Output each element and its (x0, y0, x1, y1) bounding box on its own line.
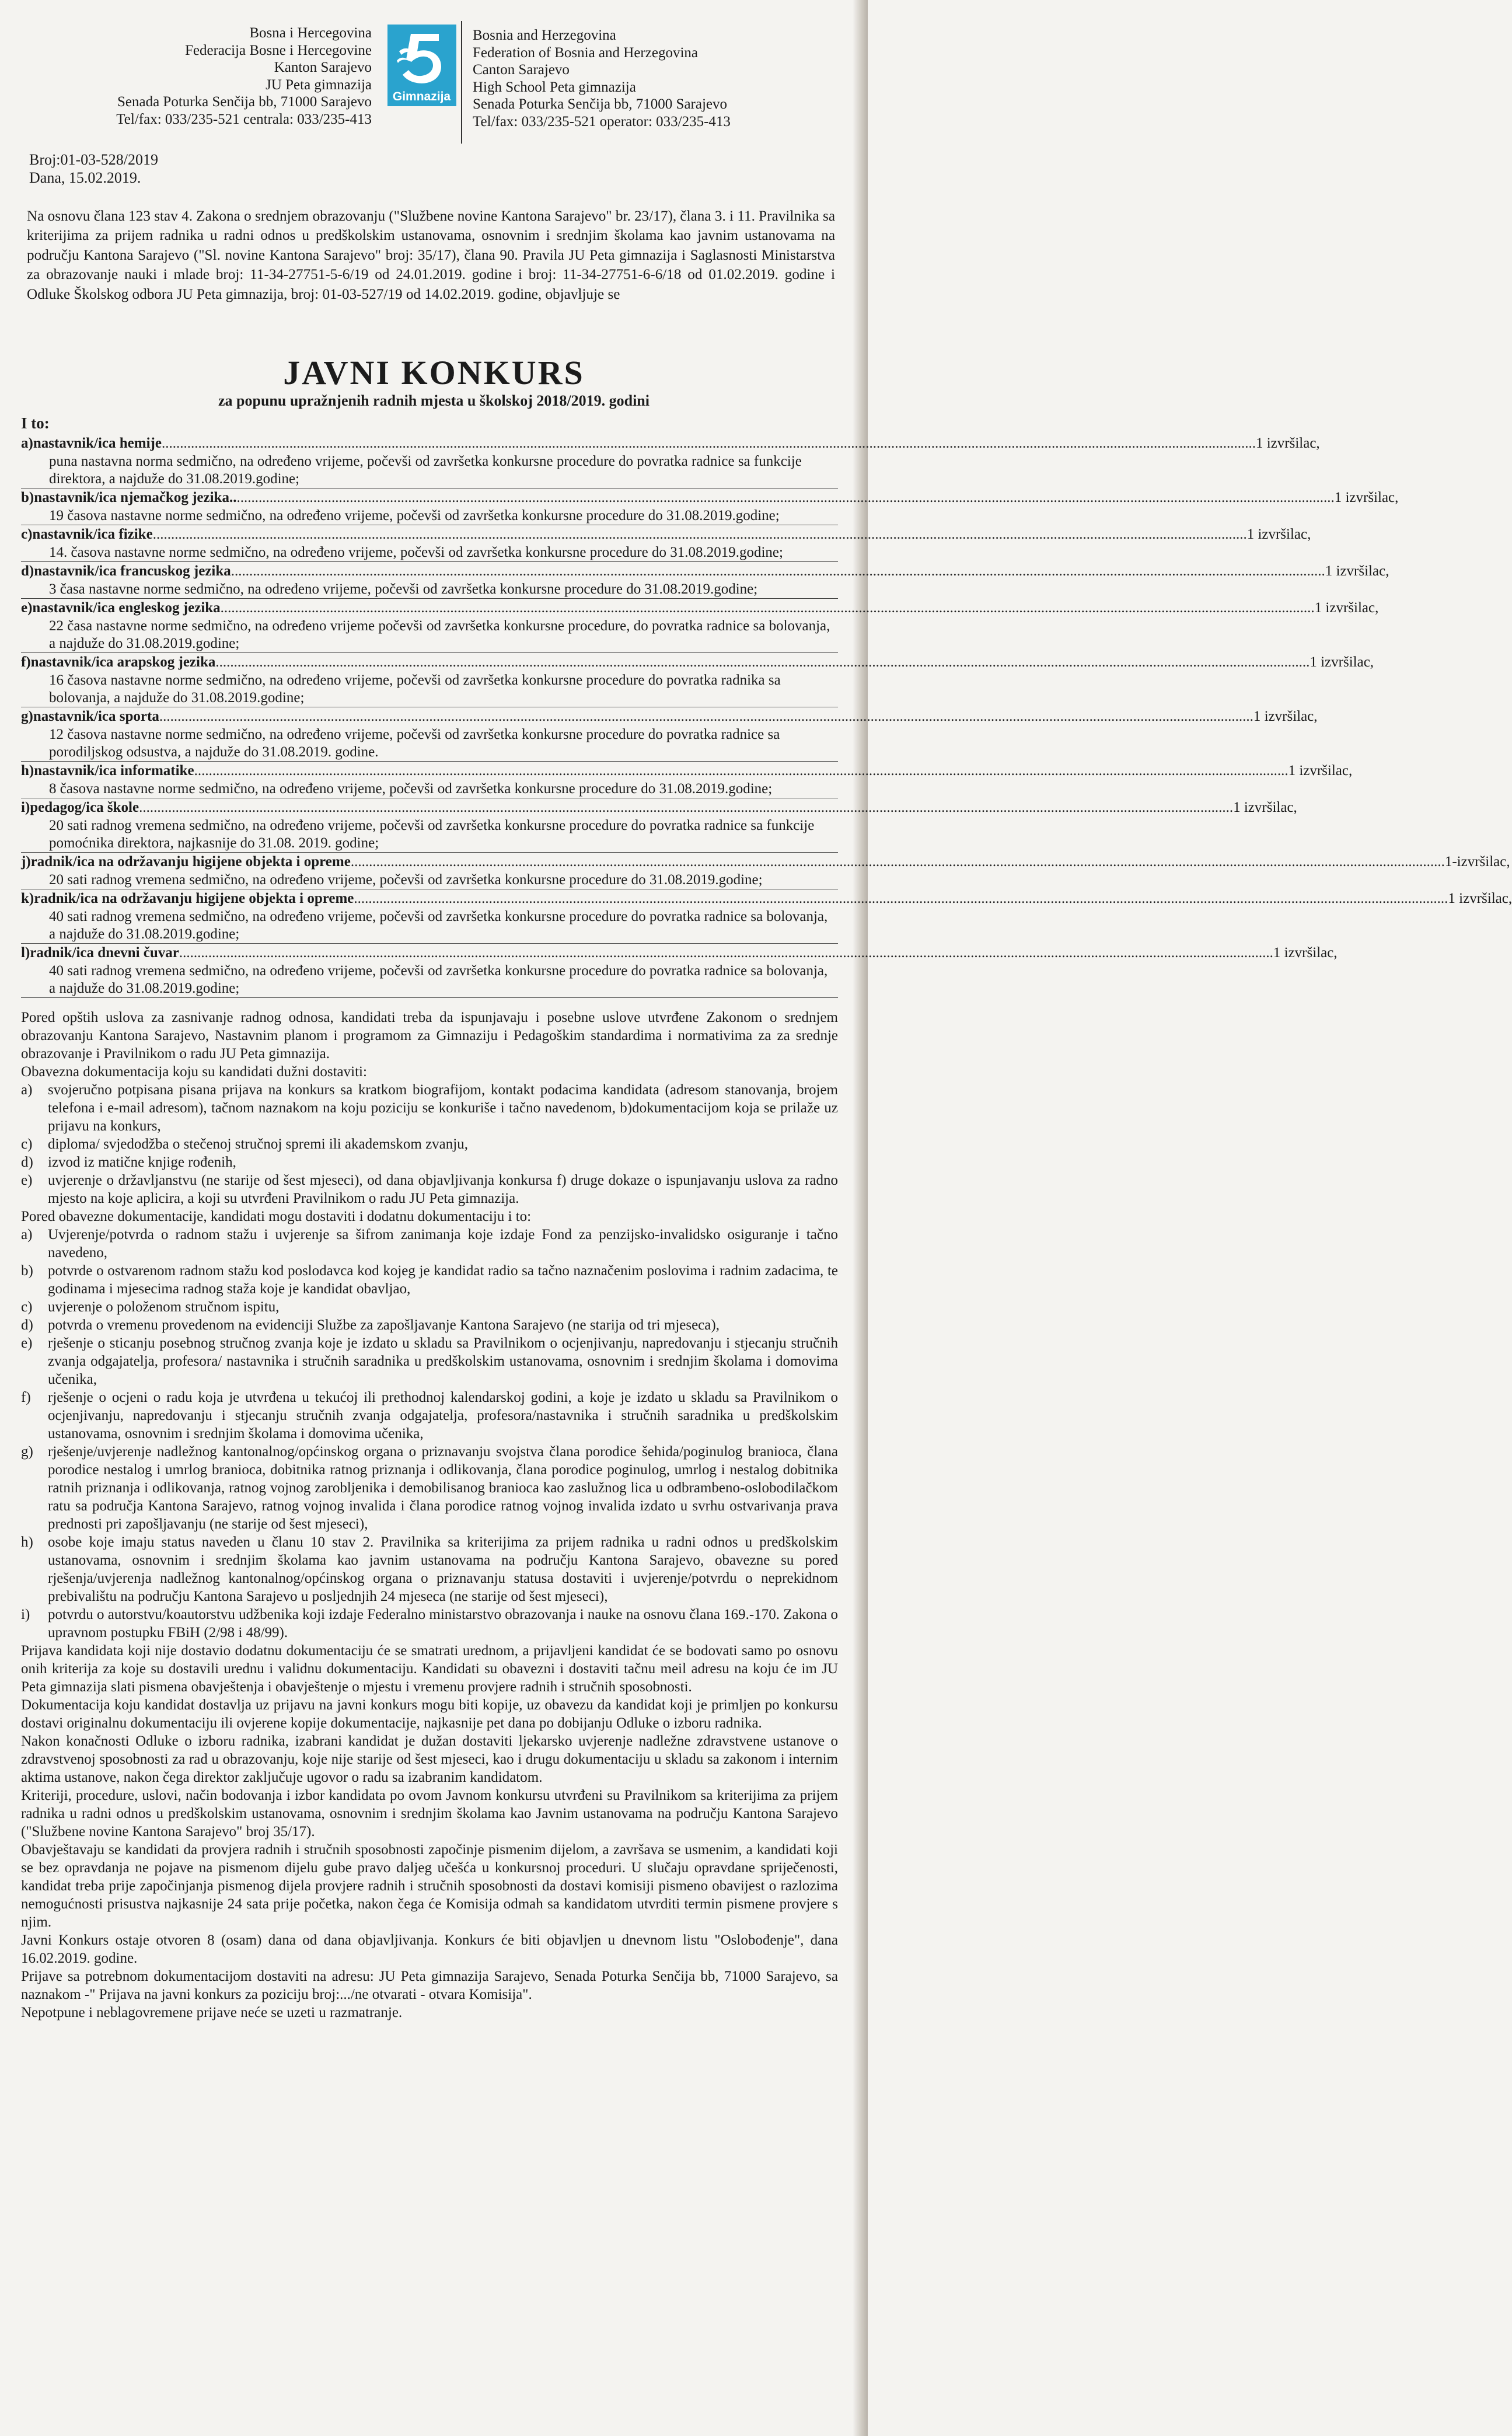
position-description: puna nastavna norma sedmično, na određeno vrijeme, počevši od završetka konkursne procedure do povratka radnice sa funkcije direktora, a najduže do 31.08.2019.godine; (49, 453, 802, 487)
list-item-text: svojeručno potpisana pisana prijava na konkurs sa kratkom biografijom, kontakt podacima kandidata (adresom stanovanja, brojem telefona i e-mail adresom), tačnom naznakom na koju poziciju se konkuriše i tačno navedenom, b)dokumentacijom koja se prilaže uz prijavu na konkurs, (48, 1082, 838, 1134)
logo-box (387, 25, 456, 106)
position-item (21, 488, 1399, 525)
position-header (21, 488, 1399, 507)
list-item-letter: i) (21, 1607, 30, 1622)
position-title: nastavnik/ica njemačkog jezika.. (34, 490, 237, 505)
position-count: 1 izvršilac, (1246, 526, 1311, 542)
document-list-item (21, 1171, 838, 1207)
list-intro: I to: (21, 414, 50, 432)
position-description: 12 časova nastavne norme sedmično, na određeno vrijeme, počevši od završetka konkursne procedure do povratka radnice sa porodiljskog odsustva, a najduže do 31.08.2019. godine. (49, 727, 780, 760)
list-item-text: diploma/ svjedodžba o stečenoj stručnoj spremi ili akademskom zvanju, (48, 1136, 468, 1152)
position-letter: g) (21, 709, 33, 724)
optional-docs-list (21, 1226, 838, 1642)
position-title: nastavnik/ica informatike (34, 763, 194, 779)
leader-dots: ............................................................................................................................................................................................................................................................................................................ (179, 945, 1273, 961)
position-count: 1 izvršilac, (1255, 435, 1320, 451)
general-conditions-paragraph: Pored opštih uslova za zasnivanje radnog odnosa, kandidati treba da ispunjavaju i posebne uslove utvrđene Zakonom o srednjem obrazovanju Kantona Sarajevo, Nastavnim planom i programom za Gimnaziju i Pedagoškim standardima i normativima za za srednje obrazovanje i Pravilnikom o radu JU Peta gimnazija. (21, 1010, 838, 1062)
position-title: radnik/ica na održavanju higijene objekta i opreme (30, 854, 351, 870)
document-list-item (21, 1334, 838, 1388)
letterhead-left-line: JU Peta gimnazija (266, 76, 372, 93)
position-letter: h) (21, 763, 34, 779)
page-subtitle: za popunu upražnjenih radnih mjesta u školskoj 2018/2019. godini (218, 392, 650, 409)
document-list-item (21, 1606, 838, 1642)
closing-paragraph: Kriteriji, procedure, uslovi, način bodovanja i izbor kandidata po ovom Javnom konkursu utvrđeni su Pravilnikom sa kriterijima za prijem radnika u radni odnos u predškolskim ustanovama, osnovnim i srednjim školama kao Javnim ustanovama na području Kantona Sarajevo ("Službene novine Kantona Sarajevo" broj 35/17). (21, 1788, 838, 1840)
letterhead-left-line: Senada Poturka Senčija bb, 71000 Sarajevo (117, 94, 372, 110)
position-description: 16 časova nastavne norme sedmično, na određeno vrijeme, počevši od završetka konkursne procedure do povratka radnika sa bolovanja, a najduže do 31.08.2019.godine; (49, 672, 781, 706)
page-title: JAVNI KONKURS (283, 354, 585, 392)
position-count: 1 izvršilac, (1310, 654, 1374, 670)
leader-dots: ............................................................................................................................................................................................................................................................................................................ (152, 526, 1247, 542)
document-list-item (21, 1226, 838, 1262)
position-letter: d) (21, 563, 34, 579)
position-item (21, 762, 1353, 798)
position-item (21, 944, 1338, 998)
list-item-text: potvrda o vremenu provedenom na evidenciji Službe za zapošljavanje Kantona Sarajevo (ne starija od tri mjeseca), (48, 1317, 720, 1333)
list-item-letter: a) (21, 1082, 33, 1098)
position-item (21, 599, 1379, 653)
letterhead (23, 7, 834, 141)
list-item-letter: b) (21, 1263, 33, 1279)
list-item-letter: d) (21, 1154, 33, 1170)
letterhead-left-line: Tel/fax: 033/235-521 centrala: 033/235-413 (116, 111, 372, 127)
logo-text: Gimnazija (392, 90, 451, 103)
position-title: nastavnik/ica engleskog jezika (32, 600, 221, 616)
leader-dots: ............................................................................................................................................................................................................................................................................................................ (139, 800, 1234, 815)
position-header (21, 798, 1297, 817)
position-count: 1-izvršilac, (1444, 854, 1510, 870)
position-letter: i) (21, 800, 30, 815)
leader-dots: ............................................................................................................................................................................................................................................................................................................ (350, 854, 1445, 870)
position-count: 1 izvršilac, (1273, 945, 1338, 961)
position-item (21, 525, 1311, 562)
leader-dots: ............................................................................................................................................................................................................................................................................................................ (231, 563, 1325, 579)
document-list-item (21, 1135, 838, 1153)
intro-paragraph: Na osnovu člana 123 stav 4. Zakona o srednjem obrazovanju ("Službene novine Kantona Sarajevo" br. 23/17), člana 3. i 11. Pravilnika sa kriterijima za prijem radnika u radni odnos u predškolskim ustanovama, osnovnim i srednjim školama kao javnim ustanovama na području Kantona Sarajevo ("Sl. novine Kantona Sarajevo" broj: 35/17), člana 90. Pravila JU Peta gimnazija i Saglasnosti Ministarstva za obrazovanje nauki i mlade broj: 11-34-27751-5-6/19 od 24.01.2019. godine i broj: 11-34-27751-6-6/18 od 01.02.2019. godine i Odluke Školskog odbora JU Peta gimnazija, broj: 01-03-527/19 od 14.02.2019. godine, objavljuje se (27, 208, 835, 302)
list-item-letter: e) (21, 1335, 33, 1351)
closing-paragraph: Prijava kandidata koji nije dostavio dodatnu dokumentaciju će se smatrati urednom, a prijavljeni kandidat će se bodovati samo po osnovu onih kriterija za koje su dostavili urednu i validnu dokumentaciju. Kandidati su obavezni i dostaviti tačnu meil adresu na koju će im JU Peta gimnazija slati pismena obavještenja i obavještenje o mjestu i vremenu provjere radnih i stručnih sposobnosti. (21, 1643, 838, 1695)
position-description: 40 sati radnog vremena sedmično, na određeno vrijeme, počevši od završetka konkursne procedure do povratka radnice sa bolovanja, a najduže do 31.08.2019.godine; (49, 963, 828, 996)
position-title: radnik/ica dnevni čuvar (30, 945, 179, 961)
position-description: 3 časa nastavne norme sedmično, na određeno vrijeme, počevši od završetka konkursne procedure do 31.08.2019.godine; (49, 581, 758, 597)
list-item-text: izvod iz matične knjige rođenih, (48, 1154, 236, 1170)
position-letter: e) (21, 600, 33, 616)
list-item-text: osobe koje imaju status naveden u članu 10 stav 2. Pravilnika sa kriterijima za prijem radnika u radni odnos u predškolskim ustanovama, osnovnim i srednjim školama kao javnim ustanovama na području Kantona Sarajevo, obavezne su pored rješenja/uvjerenja nadležnog kantonalnog/općinskog organa o priznavanju statusa dostaviti i uvjerenje/potvrdu o neprekidnom prebivalištu na području Kantona Sarajevo u posljednjih 24 mjeseca (ne starije od šest mjeseci), (48, 1534, 838, 1604)
position-letter: k) (21, 891, 34, 906)
position-letter: l) (21, 945, 30, 961)
position-item (21, 434, 1320, 488)
school-logo (382, 7, 461, 141)
document-list-item (21, 1153, 838, 1171)
document-list-item (21, 1081, 838, 1135)
position-title: pedagog/ica škole (30, 800, 139, 815)
list-item-text: uvjerenje o položenom stručnom ispitu, (48, 1299, 280, 1315)
leader-dots: ............................................................................................................................................................................................................................................................................................................ (161, 435, 1256, 451)
position-letter: c) (21, 526, 33, 542)
position-header (21, 599, 1379, 617)
document-number: Broj:01-03-528/2019 (29, 151, 158, 168)
list-item-text: uvjerenje o državljanstvu (ne starije od šest mjeseci), od dana objavljivanja konkursa f) druge dokaze o ispunjavanju uslova za radno mjesto na koje aplicira, a koji su utvrđeni Pravilnikom o radu JU Peta gimnazija. (48, 1172, 838, 1206)
position-description: 40 sati radnog vremena sedmično, na određeno vrijeme, počevši od završetka konkursne procedure do povratka radnice sa bolovanja, a najduže do 31.08.2019.godine; (49, 909, 828, 942)
position-header (21, 889, 1512, 908)
document-list-item (21, 1298, 838, 1316)
letterhead-right-line: Bosnia and Herzegovina (473, 27, 616, 43)
position-description: 20 sati radnog vremena sedmično, na određeno vrijeme, počevši od završetka konkursne procedure do povratka radnice sa funkcije pomoćnika direktora, najkasnije do 31.08. 2019. godine; (49, 818, 815, 851)
position-description: 14. časova nastavne norme sedmično, na određeno vrijeme, počevši od završetka konkursne procedure do 31.08.2019.godine; (49, 545, 783, 560)
position-count: 1 izvršilac, (1288, 763, 1353, 779)
document-list-item (21, 1316, 838, 1334)
closing-paragraph: Javni Konkurs ostaje otvoren 8 (osam) dana od dana objavljivanja. Konkurs će biti objavljen u dnevnom listu "Oslobođenje", dana 16.02.2019. godine. (21, 1932, 838, 1966)
document-list-item (21, 1388, 838, 1443)
position-letter: j) (21, 854, 31, 870)
closing-paragraph: Nepotpune i neblagovremene prijave neće se uzeti u razmatranje. (21, 2005, 403, 2020)
leader-dots: ............................................................................................................................................................................................................................................................................................................ (159, 709, 1253, 724)
position-letter: b) (21, 490, 34, 505)
list-item-letter: c) (21, 1136, 33, 1152)
letterhead-right (461, 21, 829, 144)
leader-dots: ............................................................................................................................................................................................................................................................................................................ (220, 600, 1315, 616)
list-item-text: potvrde o ostvarenom radnom stažu kod poslodavca kod kojeg je kandidat radio sa tačno naznačenim poslovima i radnim zadacima, te godinama i mjesecima radnog staža koje je kandidat obavljao, (48, 1263, 838, 1297)
position-header (21, 853, 1510, 871)
letterhead-left-line: Kanton Sarajevo (274, 60, 372, 75)
position-description: 20 sati radnog vremena sedmično, na određeno vrijeme, počevši od završetka konkursne procedure do 31.08.2019.godine; (49, 872, 763, 888)
letterhead-left (23, 7, 382, 128)
list-item-text: rješenje o sticanju posebnog stručnog zvanja koje je izdato u skladu sa Pravilnikom o ocjenjivanju, napredovanju i stjecanju stručnih zvanja odgajatelja, profesora/ nastavnika i stručnih saradnika u predškolskim ustanovama, osnovnim i srednjim školama i domovima učenika, (48, 1335, 838, 1387)
list-item-letter: d) (21, 1317, 33, 1333)
position-title: radnik/ica na održavanju higijene objekta i opreme (34, 891, 354, 906)
letterhead-left-line: Federacija Bosne i Hercegovine (184, 42, 372, 58)
list-item-text: potvrdu o autorstvu/koautorstvu udžbenika koji izdaje Federalno ministarstvo obrazovanja i nauke na osnovu člana 169.-170. Zakona o upravnom postupku FBiH (2/98 i 48/99). (48, 1607, 838, 1641)
letterhead-left-line: Bosna i Hercegovina (249, 25, 372, 41)
leader-dots: ............................................................................................................................................................................................................................................................................................................ (354, 891, 1448, 906)
position-title: nastavnik/ica arapskog jezika (30, 654, 216, 670)
position-count: 1 izvršilac, (1253, 709, 1318, 724)
position-header (21, 525, 1311, 544)
letterhead-right-line: Canton Sarajevo (473, 62, 570, 78)
position-header (21, 562, 1389, 581)
position-letter: a) (21, 435, 33, 451)
closing-section (21, 1642, 838, 2022)
position-count: .1 izvršilac, (1331, 490, 1399, 505)
position-title: nastavnik/ica sporta (33, 709, 159, 724)
position-item (21, 798, 1297, 853)
position-header (21, 653, 1374, 672)
position-count: 1 izvršilac, (1314, 600, 1379, 616)
document-list-item (21, 1533, 838, 1606)
figure-five-logo-icon (393, 28, 451, 86)
letterhead-right-line: High School Peta gimnazija (473, 79, 636, 95)
position-title: nastavnik/ica francuskog jezika (34, 563, 231, 579)
document-date: Dana, 15.02.2019. (29, 169, 141, 186)
position-title: nastavnik/ica fizike (32, 526, 153, 542)
position-item (21, 853, 1510, 889)
letterhead-right-line: Tel/fax: 033/235-521 operator: 033/235-413 (473, 113, 731, 130)
position-header (21, 944, 1338, 962)
position-item (21, 562, 1389, 599)
list-item-letter: h) (21, 1534, 33, 1550)
conditions-section (21, 1008, 838, 2022)
position-header (21, 762, 1353, 780)
leader-dots: ............................................................................................................................................................................................................................................................................................................ (236, 490, 1331, 505)
position-count: 1 izvršilac, (1448, 891, 1512, 906)
list-item-text: Uvjerenje/potvrda o radnom stažu i uvjerenje sa šifrom zanimanja koje izdaje Fond za penzijsko-invalidsko osiguranje i tačno navedeno, (48, 1227, 838, 1261)
position-item (21, 889, 1512, 944)
position-count: 1 izvršilac, (1325, 563, 1389, 579)
closing-paragraph: Dokumentacija koju kandidat dostavlja uz prijavu na javni konkurs mogu biti kopije, uz obavezu da kandidat koji je primljen po konkursu dostavi originalnu dokumentaciju ili ovjerene kopije dokumentacije, najkasnije pet dana po dobijanju Odluke o izboru radnika. (21, 1697, 838, 1731)
required-docs-heading: Obavezna dokumentacija koju su kandidati dužni dostaviti: (21, 1064, 367, 1080)
position-item (21, 707, 1318, 762)
closing-paragraph: Nakon konačnosti Odluke o izboru radnika, izabrani kandidat je dužan dostaviti ljekarsko uvjerenje nadležne zdravstvene ustanove o zdravstvenoj sposobnosti za rad u obrazovanju, koje nije starije od šest mjeseci, kao i drugu dokumentaciju u skladu sa zakonom i internim aktima ustanove, nakon čega direktor zaključuje ugovor o radu sa izabranim kandidatom. (21, 1733, 838, 1785)
list-item-letter: c) (21, 1299, 33, 1315)
letterhead-right-line: Senada Poturka Senčija bb, 71000 Sarajevo (473, 96, 728, 112)
list-item-text: rješenje/uvjerenje nadležnog kantonalnog/općinskog organa o priznavanju svojstva člana porodice šehida/poginulog branioca, člana porodice nestalog i umrlog branioca, dobitnika ratnog priznanja i odlikovanja, člana porodice poginulog, umrlog i nestalog dobitnika ratnih priznanja i odlikovanja, ratnog vojnog zarobljenika i demobilisanog branioca kao zaslužnog lica u odbrambeno-oslobodilačkom ratu sa područja Kantona Sarajevo, ratnog vojnog invalida i člana porodice ratnog vojnog invalida izdato u svrhu ostvarivanja prava prednosti pri zapošljavanju (ne starije od šest mjeseci), (48, 1444, 838, 1532)
position-count: 1 izvršilac, (1233, 800, 1297, 815)
position-header (21, 434, 1320, 453)
list-item-letter: f) (21, 1390, 31, 1405)
closing-paragraph: Obavještavaju se kandidati da provjera radnih i stručnih sposobnosti započinje pismenim dijelom, a završava se usmenim, a kandidati koji se bez opravdanja ne pojave na pismenom dijelu gube pravo daljeg učešća u konkursnoj proceduri. U slučaju opravdane spriječenosti, kandidat treba prije započinjanja pismenog dijela provjere radnih i stručnih sposobnosti da dostavi komisiji pismeno obavijest o razlozima nemogućnosti prisustva najkasnije 24 sata prije početka, nakon čega će Komisija odmah sa kandidatom utvrditi termin pismene provjere s njim. (21, 1842, 838, 1930)
list-item-letter: e) (21, 1172, 33, 1188)
document-list-item (21, 1262, 838, 1298)
leader-dots: ............................................................................................................................................................................................................................................................................................................ (194, 763, 1288, 779)
leader-dots: ............................................................................................................................................................................................................................................................................................................ (215, 654, 1310, 670)
closing-paragraph: Prijave sa potrebnom dokumentacijom dostaviti na adresu: JU Peta gimnazija Sarajevo, Senada Poturka Senčija bb, 71000 Sarajevo, sa naznakom -" Prijava na javni konkurs za poziciju broj:.../ne otvarati - otvara Komisija". (21, 1969, 838, 2002)
position-description: 22 časa nastavne norme sedmično, na određeno vrijeme počevši od završetka konkursne procedure, do povratka radnice sa bolovanja, a najduže do 31.08.2019.godine; (49, 618, 830, 651)
list-item-letter: a) (21, 1227, 33, 1243)
position-description: 8 časova nastavne norme sedmično, na određeno vrijeme, počevši od završetka konkursne procedure do 31.08.2019.godine; (49, 781, 773, 797)
position-letter: f) (21, 654, 31, 670)
position-title: nastavnik/ica hemije (33, 435, 162, 451)
document-list-item (21, 1443, 838, 1533)
optional-docs-heading: Pored obavezne dokumentacije, kandidati mogu dostaviti i dodatnu dokumentaciju i to: (21, 1209, 532, 1224)
position-item (21, 653, 1374, 707)
position-header (21, 707, 1318, 726)
position-description: 19 časova nastavne norme sedmično, na određeno vrijeme, počevši od završetka konkursne procedure do 31.08.2019.godine; (49, 508, 780, 524)
list-item-text: rješenje o ocjeni o radu koja je utvrđena u tekućoj ili prethodnoj kalendarskoj godini, a koje je izdato u skladu sa Pravilnikom o ocjenjivanju, napredovanju i stjecanju stručnih zvanja odgajatelja, profesora/nastavnika i stručnih saradnika u predškolskim ustanovama, osnovnim i srednjim školama i domovima učenika, (48, 1390, 838, 1442)
positions-list (21, 434, 1512, 998)
letterhead-right-line: Federation of Bosnia and Herzegovina (473, 44, 698, 61)
document-meta (29, 151, 158, 187)
required-docs-list (21, 1081, 838, 1207)
list-item-letter: g) (21, 1444, 33, 1460)
